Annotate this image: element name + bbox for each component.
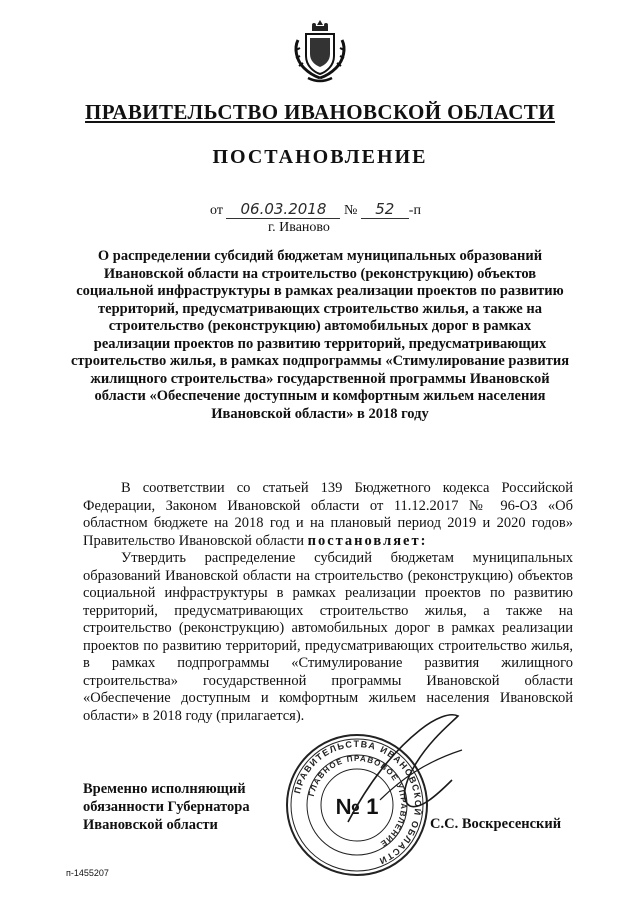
document-subject: О распределении субсидий бюджетам муниципальных образований Ивановской области на строительство (реконструкцию) объектов социальной инфраструктуры в рамках реализации проектов по развитию территорий, предусматривающих строительство жилья, а также на строительство (реконструкцию) автомобильных дорог в рамках реализации проектов по развитию территорий, предусматривающих строительство жилья, в рамках подпрограммы «Стимулирование развития жилищного строительства» государственной программы Ивановской области «Обеспечение доступным и комфортным жильем населения Ивановской области» в 2018 году [70, 248, 570, 422]
seal-number: № 1 [335, 794, 379, 819]
place: г. Иваново [268, 220, 330, 235]
paragraph-1 [83, 480, 573, 550]
seal-outer-text: ПРАВИТЕЛЬСТВА ИВАНОВСКОЙ ОБЛАСТИ [292, 738, 424, 867]
signatory-name: С.С. Воскресенский [430, 816, 562, 832]
document-code: п-1455207 [66, 868, 109, 878]
paragraph-2: Утвердить распределение субсидий бюджетам муниципальных образований Ивановской области на строительство (реконструкцию) объектов социальной инфраструктуры в рамках реализации проектов по развитию территорий, предусматривающих строительство жилья, а также на строительство (реконструкцию) автомобильных дорог в рамках реализации проектов по развитию территорий, предусматривающих строительство жилья, в рамках подпрограммы «Стимулирование развития жилищного строительства» государственной программы Ивановской области «Обеспечение доступным и комфортным жильем населения Ивановской области» в 2018 году (прилагается). [83, 550, 573, 724]
paragraph-1-text: В соответствии со статьей 139 Бюджетного кодекса Российской Федерации, Законом Ивановской области от 11.12.2017 № 96-ОЗ «Об областном бюджете на 2018 год и на плановый период 2019 и 2020 годов» Правительство Ивановской области [83, 480, 573, 549]
signatory-title-line-1: Временно исполняющий [83, 781, 246, 797]
signatory-title-line-2: обязанности Губернатора [83, 799, 250, 815]
government-title: ПРАВИТЕЛЬСТВО ИВАНОВСКОЙ ОБЛАСТИ [85, 100, 555, 124]
date-number-line [210, 200, 421, 219]
signatory-title [83, 780, 250, 834]
number-label: № [343, 203, 358, 218]
document-type: ПОСТАНОВЛЕНИЕ [212, 146, 428, 168]
from-label: от [210, 203, 223, 218]
document-date: 06.03.2018 [226, 200, 340, 219]
resolve-word: постановляет: [307, 532, 428, 549]
document-body [83, 480, 573, 725]
document-number: 52 [361, 200, 409, 219]
handwritten-signature [340, 710, 470, 830]
number-suffix: -п [408, 203, 421, 218]
signatory-title-line-3: Ивановской области [83, 817, 218, 833]
coat-of-arms-emblem [292, 18, 348, 84]
seal-inner-text: ГЛАВНОЕ ПРАВОВОЕ УПРАВЛЕНИЕ [306, 753, 409, 849]
